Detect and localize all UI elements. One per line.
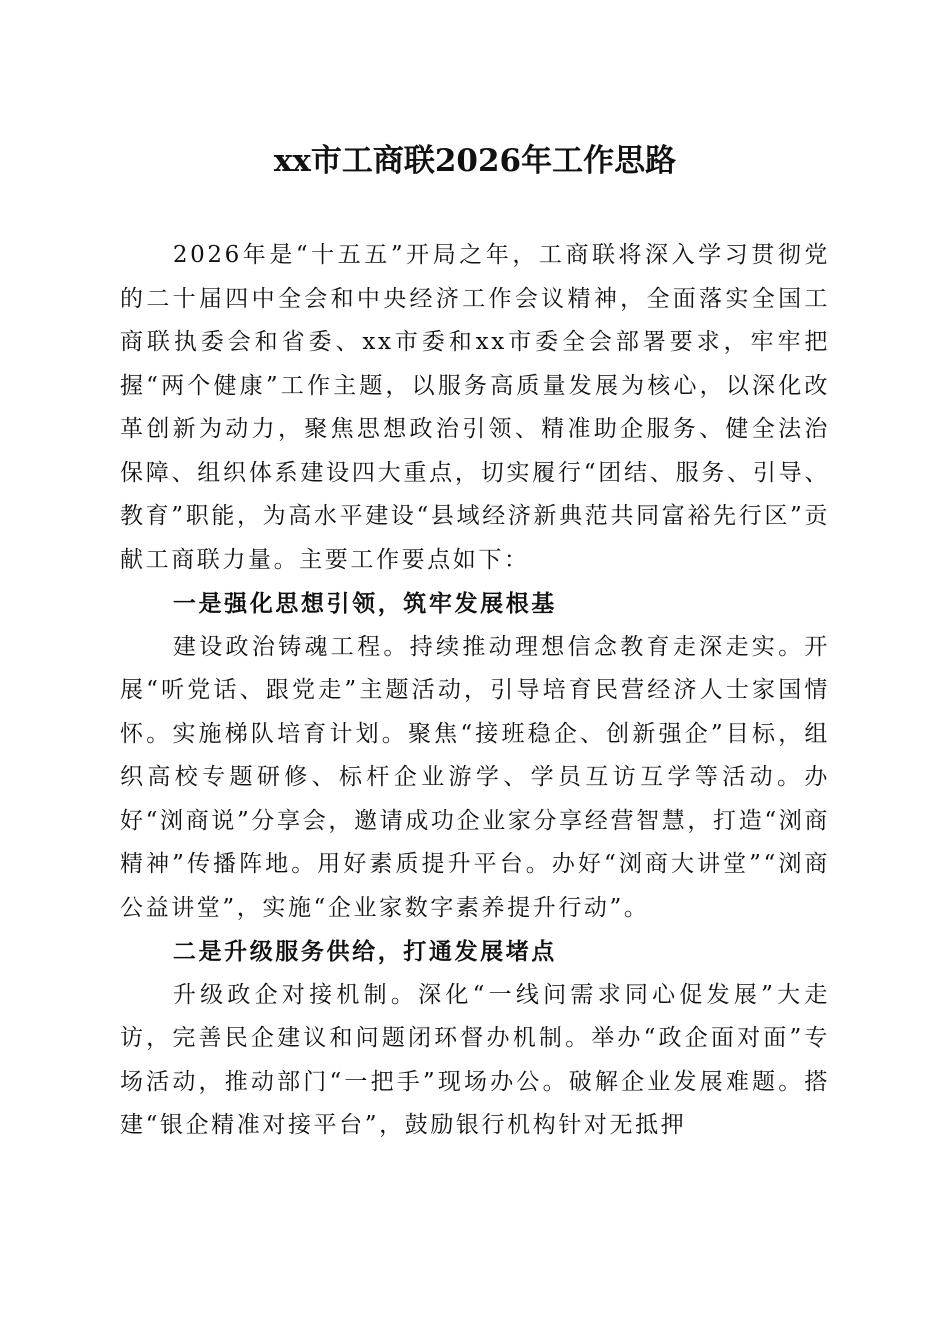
section-2-paragraph: 升级政企对接机制。深化“一线问需求同心促发展”大走访，完善民企建议和问题闭环督办机制。举办“政企面对面”专场活动，推动部门“一把手”现场办公。破解企业发展难题。搭建“银企精准对接平台”，鼓励银行机构针对无抵押 [120,981,830,1138]
document-body [120,234,830,1148]
document-title: xx市工商联2026年工作思路 [273,143,677,179]
section-heading-2: 二是升级服务供给，打通发展堵点 [172,938,557,965]
section-1-paragraph: 建设政治铸魂工程。持续推动理想信念教育走深走实。开展“听党话、跟党走”主题活动，引导培育民营经济人士家国情怀。实施梯队培育计划。聚焦“接班稳企、创新强企”目标，组织高校专题研修、标杆企业游学、学员互访互学等活动。办好“浏商说”分享会，邀请成功企业家分享经营智慧，打造“浏商精神”传播阵地。用好素质提升平台。办好“浏商大讲堂”“浏商公益讲堂”，实施“企业家数字素养提升行动”。 [120,633,830,921]
intro-paragraph: 2026年是“十五五”开局之年，工商联将深入学习贯彻党的二十届四中全会和中央经济工作会议精神，全面落实全国工商联执委会和省委、xx市委和xx市委全会部署要求，牢牢把握“两个健康”工作主题，以服务高质量发展为核心，以深化改革创新为动力，聚焦思想政治引领、精准助企服务、健全法治保障、组织体系建设四大重点，切实履行“团结、服务、引导、教育”职能，为高水平建设“县域经济新典范共同富裕先行区”贡献工商联力量。主要工作要点如下： [120,242,830,573]
section-heading-1: 一是强化思想引领，筑牢发展根基 [172,590,557,617]
